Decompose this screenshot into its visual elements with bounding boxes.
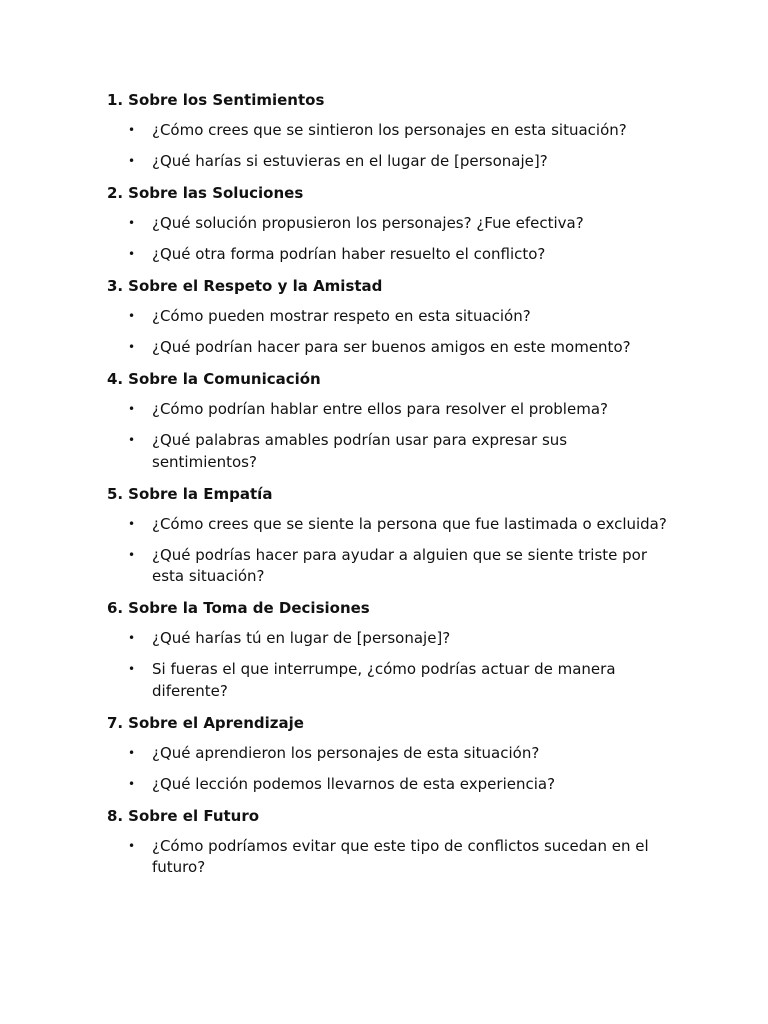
section-number: 2.: [107, 184, 124, 202]
bullet-list: [107, 743, 667, 796]
section-empatia: [107, 483, 667, 588]
section-toma-decisiones: [107, 597, 667, 702]
list-item: [107, 836, 667, 879]
list-item: [107, 213, 667, 235]
section-number: 7.: [107, 713, 124, 732]
bullet-list: [107, 628, 667, 702]
bullet-list: [107, 514, 667, 588]
section-title: [107, 805, 667, 827]
bullet-icon: •: [128, 631, 136, 645]
section-title: [107, 597, 667, 619]
bullet-list: [107, 399, 667, 473]
list-item-text: ¿Qué harías si estuvieras en el lugar de [personaje]?: [152, 152, 548, 170]
list-item: [107, 120, 667, 142]
list-item-text: ¿Cómo pueden mostrar respeto en esta situación?: [152, 307, 531, 325]
section-title: [107, 89, 667, 111]
bullet-list: [107, 836, 667, 879]
bullet-icon: •: [128, 216, 136, 230]
section-heading: Sobre la Toma de Decisiones: [128, 599, 370, 617]
bullet-icon: •: [128, 433, 136, 447]
list-item: [107, 514, 667, 536]
section-sentimientos: [107, 89, 667, 173]
bullet-icon: •: [128, 154, 136, 168]
list-item-text: ¿Cómo podrían hablar entre ellos para resolver el problema?: [152, 400, 608, 418]
bullet-icon: •: [128, 340, 136, 354]
list-item-text: ¿Cómo crees que se sintieron los personajes en esta situación?: [152, 121, 627, 139]
list-item: [107, 774, 667, 796]
bullet-icon: •: [128, 838, 136, 853]
section-title: [107, 275, 667, 297]
list-item: [107, 430, 667, 473]
section-number: 8.: [107, 806, 124, 825]
bullet-list: [107, 306, 667, 359]
section-soluciones: [107, 182, 667, 266]
bullet-icon: •: [128, 309, 136, 323]
bullet-list: [107, 120, 667, 173]
list-item: [107, 151, 667, 173]
list-item-text: ¿Qué aprendieron los personajes de esta situación?: [152, 743, 540, 762]
bullet-icon: •: [128, 247, 136, 261]
section-heading: Sobre los Sentimientos: [128, 91, 325, 109]
list-item: [107, 743, 667, 765]
list-item-text: ¿Qué harías tú en lugar de [personaje]?: [152, 629, 451, 647]
section-title: [107, 712, 667, 734]
section-comunicacion: [107, 368, 667, 473]
list-item-text: ¿Cómo crees que se siente la persona que fue lastimada o excluida?: [152, 514, 667, 533]
section-title: [107, 483, 667, 505]
list-item: [107, 244, 667, 266]
section-futuro: [107, 805, 667, 879]
section-heading: Sobre la Comunicación: [128, 370, 321, 388]
section-heading: Sobre la Empatía: [128, 484, 273, 503]
section-aprendizaje: [107, 712, 667, 796]
section-title: [107, 182, 667, 204]
list-item-text: ¿Cómo podríamos evitar que este tipo de conflictos sucedan en el futuro?: [152, 836, 649, 876]
section-title: [107, 368, 667, 390]
list-item: [107, 545, 667, 588]
list-item-text: ¿Qué solución propusieron los personajes? ¿Fue efectiva?: [152, 214, 584, 232]
list-item-text: Si fueras el que interrumpe, ¿cómo podrías actuar de manera diferente?: [152, 660, 616, 700]
list-item: [107, 306, 667, 328]
section-heading: Sobre el Futuro: [128, 806, 260, 825]
section-heading: Sobre el Respeto y la Amistad: [128, 277, 383, 295]
list-item: [107, 628, 667, 650]
list-item-text: ¿Qué podrías hacer para ayudar a alguien que se siente triste por esta situación?: [152, 545, 647, 585]
section-number: 1.: [107, 91, 124, 109]
bullet-icon: •: [128, 516, 136, 531]
section-number: 3.: [107, 277, 124, 295]
bullet-list: [107, 213, 667, 266]
bullet-icon: •: [128, 547, 136, 562]
section-heading: Sobre las Soluciones: [128, 184, 304, 202]
section-number: 5.: [107, 484, 124, 503]
section-respeto-amistad: [107, 275, 667, 359]
bullet-icon: •: [128, 662, 136, 676]
list-item: [107, 659, 667, 702]
list-item-text: ¿Qué podrían hacer para ser buenos amigos en este momento?: [152, 338, 631, 356]
bullet-icon: •: [128, 776, 136, 791]
list-item-text: ¿Qué otra forma podrían haber resuelto el conflicto?: [152, 245, 546, 263]
bullet-icon: •: [128, 402, 136, 416]
section-number: 4.: [107, 370, 124, 388]
section-heading: Sobre el Aprendizaje: [128, 713, 304, 732]
bullet-icon: •: [128, 123, 136, 137]
list-item: [107, 399, 667, 421]
list-item: [107, 337, 667, 359]
section-number: 6.: [107, 599, 124, 617]
list-item-text: ¿Qué palabras amables podrían usar para expresar sus sentimientos?: [152, 431, 568, 471]
question-list: [107, 89, 667, 888]
bullet-icon: •: [128, 745, 136, 760]
list-item-text: ¿Qué lección podemos llevarnos de esta experiencia?: [152, 774, 556, 793]
